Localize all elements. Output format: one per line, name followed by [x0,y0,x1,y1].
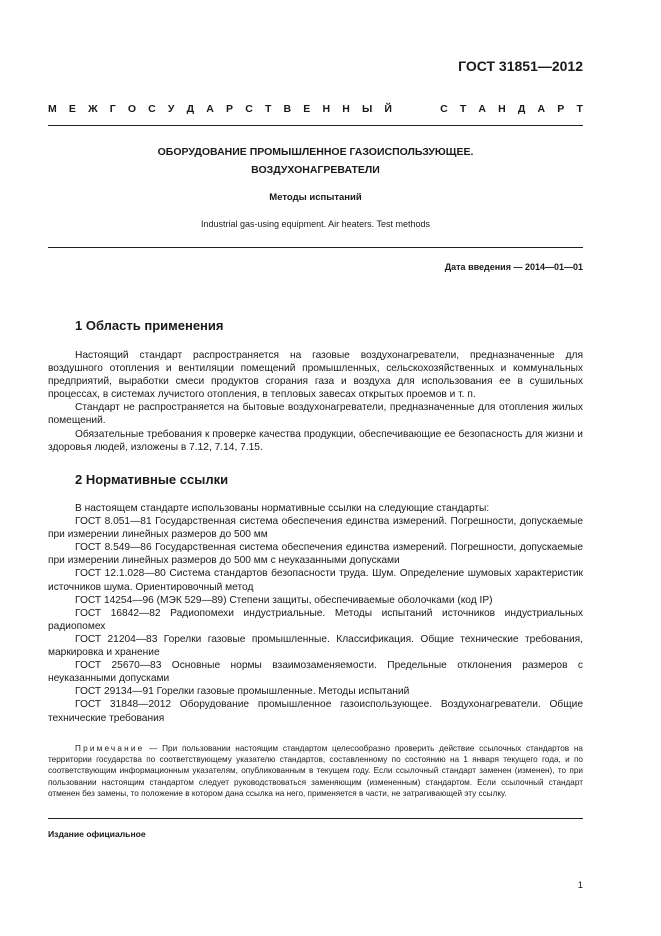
banner-letter: Т [459,103,467,115]
english-title: Industrial gas-using equipment. Air heaters. Test methods [201,219,430,229]
reference-item: ГОСТ 8.549—86 Государственная система обеспечения единства измерений. Погрешности, допускаемые при измерении линейных размеров до 500 мм с неуказанными допусками [48,542,583,567]
reference-item: ГОСТ 21204—83 Горелки газовые промышленные. Классификация. Общие технические требования, маркировка и хранение [48,633,583,659]
section-2-heading: 2 Нормативные ссылки [75,472,229,487]
banner-letter: О [127,103,137,115]
reference-item: ГОСТ 25670—83 Основные нормы взаимозаменяемости. Предельные отклонения размеров с неуказанными допусками [48,660,583,685]
note-text: — При пользовании настоящим стандартом целесообразно проверить действие ссылочных стандартов на территории государства по соответствующему указателю стандартов, составленному по состоянию на 1 января текущего года, и по соответствующим информационным указателям, опубликованным в текущем году. Если ссылочный стандарт заменен (изменен), то при пользовании настоящим стандартом следует руководствоваться заменяющим (измененным) стандартом. Если ссылочный стандарт отменен без замены, то положение в котором дана ссылка на него, применяется в части, не затрагивающей эту ссылку. [48,744,583,798]
subtitle: Методы испытаний [269,192,362,203]
reference-item: ГОСТ 31848—2012 Оборудование промышленное газоиспользующее. Воздухонагреватели. Общие технические требования [48,699,583,724]
reference-item: ГОСТ 16842—82 Радиопомехи индустриальные. Методы испытаний источников индустриальных радиопомех [48,607,583,632]
official-edition-label: Издание официальное [48,829,146,839]
banner-letter: Н [342,103,350,115]
banner-letter: Е [303,103,311,115]
banner-letter: В [283,103,292,115]
document-code: ГОСТ 31851—2012 [458,58,583,74]
banner-letter: С [245,103,253,115]
note-label: Примечание [75,744,145,753]
reference-item: ГОСТ 8.051—81 Государственная система обеспечения единства измерений. Погрешности, допускаемые при измерении линейных размеров до 500 мм [48,516,583,541]
banner-letter: С [148,103,156,115]
banner-letter: Р [557,103,565,115]
banner-letter [404,103,410,115]
banner-letter [422,103,428,115]
interstate-standard-banner [48,103,583,115]
banner-letter: А [478,103,486,115]
reference-item: ГОСТ 14254—96 (МЭК 529—89) Степени защиты, обеспечиваемые оболочками (код IP) [75,594,493,606]
banner-letter: Н [322,103,331,115]
banner-letter: М [48,103,57,115]
reference-item: ГОСТ 12.1.028—80 Система стандартов безопасности труда. Шум. Определение шумовых характеристик источников шума. Ориентировочный метод [48,568,583,593]
banner-letter: Т [576,103,583,115]
section-2-body [48,502,583,725]
reference-item: В настоящем стандарте использованы нормативные ссылки на следующие стандарты: [75,503,490,514]
section-1-body [48,349,583,454]
note-block [48,743,583,799]
banner-letter: А [206,103,214,115]
section-1-heading: 1 Область применения [75,318,224,333]
banner-letter: Й [384,103,392,115]
banner-letter: Д [517,103,526,115]
introduction-date: Дата введения — 2014—01—01 [444,262,583,272]
banner-letter: С [440,103,448,115]
section-1-paragraph: Настоящий стандарт распространяется на газовые воздухонагреватели, предназначенные для воздушного отопления и вентиляции помещений промышленных, сельскохозяйственных и коммунальных предприятий, выработки смеси продуктов сгорания газа и воздуха для использования ее в сушильных процессах, в системах лучистого отопления, в тепловых завесах открытых проемов и т. п. [48,350,583,401]
page-number: 1 [577,880,583,891]
header-rule [48,125,583,126]
banner-letter: Р [226,103,234,115]
banner-letter: Н [498,103,506,115]
banner-letter: Т [264,103,272,115]
reference-item: ГОСТ 29134—91 Горелки газовые промышленные. Методы испытаний [75,686,410,698]
title-line-2: ВОЗДУХОНАГРЕВАТЕЛИ [251,164,380,176]
banner-letter: Ы [361,103,373,115]
banner-letter: Е [68,103,76,115]
title-line-1: ОБОРУДОВАНИЕ ПРОМЫШЛЕННОЕ ГАЗОИСПОЛЬЗУЮЩЕЕ. [157,146,474,158]
banner-letter: Ж [88,103,98,115]
banner-letter: А [537,103,546,115]
footer-rule [48,818,583,819]
section-1-paragraph: Стандарт не распространяется на бытовые воздухонагреватели, предназначенные для отопления жилых помещений. [48,402,583,427]
banner-letter: Г [109,103,116,115]
banner-letter: Д [186,103,195,115]
title-rule [48,247,583,248]
banner-letter: У [167,103,175,115]
section-1-paragraph: Обязательные требования к проверке качества продукции, обеспечивающие ее безопасность для жизни и здоровья людей, изложены в 7.12, 7.14, 7.15. [48,428,583,453]
